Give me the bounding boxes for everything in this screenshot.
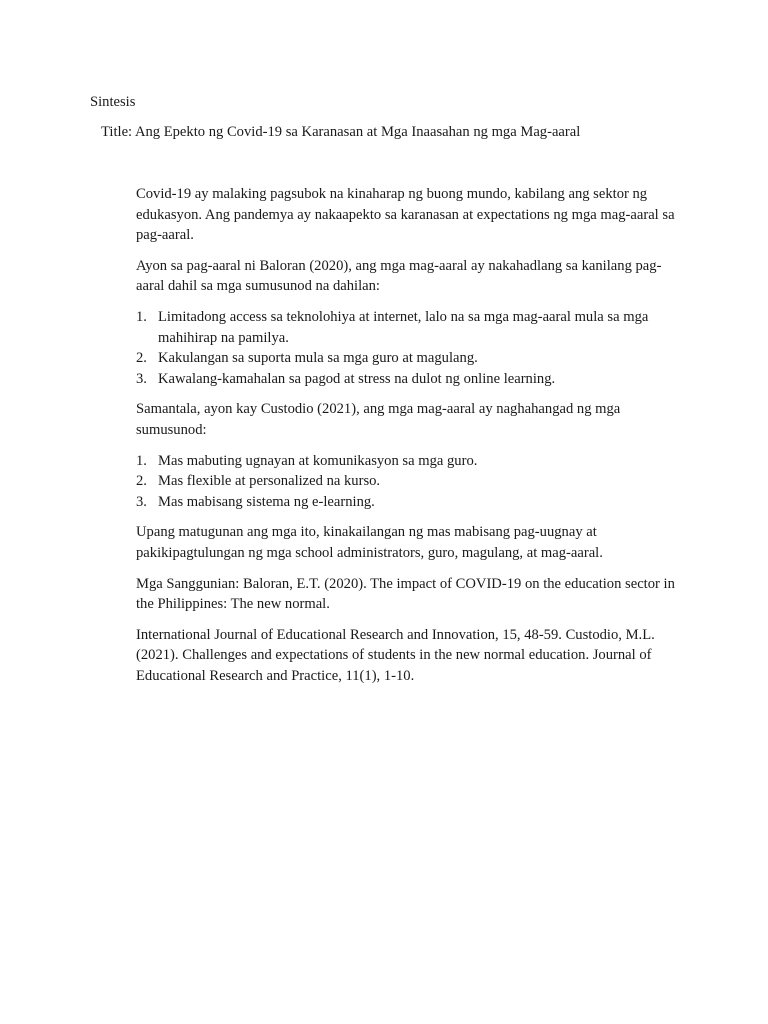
document-title: Title: Ang Epekto ng Covid-19 sa Karanasan at Mga Inaasahan ng mga Mag-aaral: [101, 124, 581, 140]
document-body: [136, 184, 684, 696]
list-expectations: [136, 451, 684, 513]
list-number: 3.: [136, 370, 147, 387]
paragraph-intro: Covid-19 ay malaking pagsubok na kinaharap ng buong mundo, kabilang ang sektor ng edukasyon. Ang pandemya ay nakaapekto sa karanasan at expectations ng mga mag-aaral sa pag-aaral.: [136, 186, 675, 244]
paragraph-references: Mga Sanggunian: Baloran, E.T. (2020). The impact of COVID-19 on the education sector in the Philippines: The new normal.: [136, 575, 675, 613]
list-item: [136, 451, 684, 472]
list-number: 2.: [136, 473, 147, 490]
list-item: [136, 471, 684, 492]
list-item: [136, 369, 684, 390]
document-heading: Sintesis: [90, 94, 136, 110]
paragraph-references-continued: International Journal of Educational Research and Innovation, 15, 48-59. Custodio, M.L. (2021). Challenges and expectations of students in the new normal education. Journal of Educational Research and Practice, 11(1), 1-10.: [136, 626, 655, 684]
list-number: 2.: [136, 350, 147, 367]
paragraph-conclusion: Upang matugunan ang mga ito, kinakailangan ng mas mabisang pag-uugnay at pakikipagtulungan ng mga school administrators, guro, magulang, at mag-aaral.: [136, 524, 603, 561]
list-number: 1.: [136, 452, 147, 469]
paragraph-custodio: Samantala, ayon kay Custodio (2021), ang mga mag-aaral ay naghahangad ng mga sumusunod:: [136, 401, 621, 438]
list-item-text: Mas mabuting ugnayan at komunikasyon sa mga guro.: [158, 452, 478, 469]
list-item-text: Kakulangan sa suporta mula sa mga guro at magulang.: [158, 350, 478, 367]
list-number: 1.: [136, 308, 147, 325]
list-item-text: Mas flexible at personalized na kurso.: [158, 473, 381, 490]
list-item: [136, 348, 684, 369]
list-item: [136, 307, 684, 348]
list-number: 3.: [136, 493, 147, 510]
list-item: [136, 492, 684, 513]
paragraph-baloran: Ayon sa pag-aaral ni Baloran (2020), ang mga mag-aaral ay nakahadlang sa kanilang pag-aaral dahil sa mga sumusunod na dahilan:: [136, 257, 662, 295]
list-item-text: Mas mabisang sistema ng e-learning.: [158, 493, 375, 510]
list-reasons: [136, 307, 684, 389]
list-item-text: Kawalang-kamahalan sa pagod at stress na dulot ng online learning.: [158, 370, 556, 387]
list-item-text: Limitadong access sa teknolohiya at internet, lalo na sa mga mag-aaral mula sa mga mahihirap na pamilya.: [158, 308, 649, 346]
